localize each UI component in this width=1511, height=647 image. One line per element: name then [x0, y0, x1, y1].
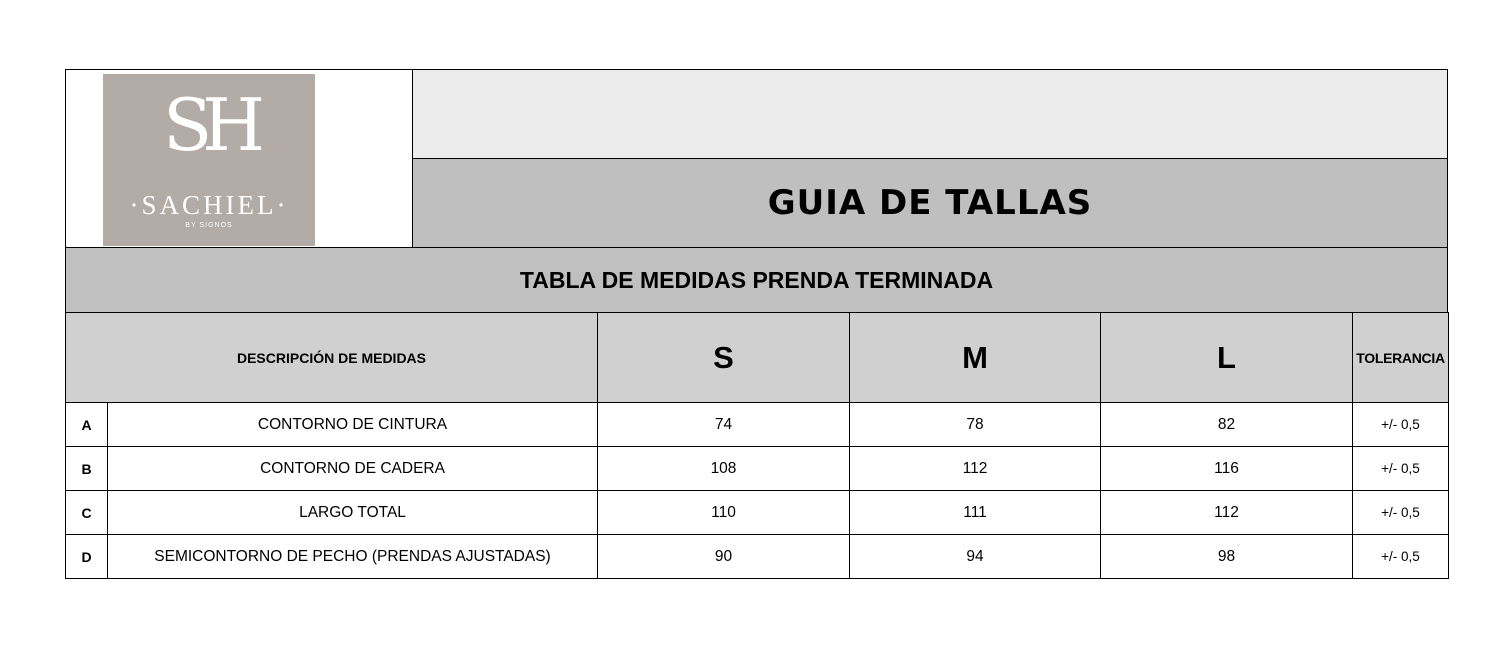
- row-tolerance: +/- 0,5: [1353, 447, 1449, 491]
- header-size-s: S: [598, 313, 850, 403]
- title-cell: [412, 158, 1448, 248]
- header-description: DESCRIPCIÓN DE MEDIDAS: [66, 313, 598, 403]
- value-m: 78: [850, 403, 1101, 447]
- value-m: 94: [850, 535, 1101, 579]
- measurements-table: [65, 312, 1449, 579]
- table-header-row: [66, 313, 1449, 403]
- row-tolerance: +/- 0,5: [1353, 535, 1449, 579]
- value-s: 108: [598, 447, 850, 491]
- header-tolerance: TOLERANCIA: [1353, 313, 1449, 403]
- header-size-m: M: [850, 313, 1101, 403]
- row-code: D: [66, 535, 108, 579]
- row-code: B: [66, 447, 108, 491]
- value-l: 116: [1101, 447, 1353, 491]
- page-title: GUIA DE TALLAS: [767, 183, 1093, 223]
- value-s: 110: [598, 491, 850, 535]
- row-description: CONTORNO DE CADERA: [108, 447, 598, 491]
- value-l: 98: [1101, 535, 1353, 579]
- value-l: 82: [1101, 403, 1353, 447]
- header-blank-cell: [412, 69, 1448, 159]
- brand-subtitle: BY SIGNOS: [185, 222, 233, 229]
- row-description: SEMICONTORNO DE PECHO (PRENDAS AJUSTADAS): [108, 535, 598, 579]
- table-row: [66, 447, 1449, 491]
- brand-name: ·SACHIEL·: [129, 190, 289, 220]
- value-s: 74: [598, 403, 850, 447]
- size-guide-sheet: [65, 69, 1448, 579]
- value-m: 112: [850, 447, 1101, 491]
- logo-cell: [65, 69, 413, 248]
- header-size-l: L: [1101, 313, 1353, 403]
- table-subtitle: TABLA DE MEDIDAS PRENDA TERMINADA: [519, 266, 994, 293]
- row-code: C: [66, 491, 108, 535]
- row-description: LARGO TOTAL: [108, 491, 598, 535]
- row-code: A: [66, 403, 108, 447]
- table-row: [66, 403, 1449, 447]
- table-row: [66, 535, 1449, 579]
- brand-monogram: [103, 88, 315, 164]
- value-l: 112: [1101, 491, 1353, 535]
- brand-monogram-text: SH: [162, 88, 256, 164]
- monogram-graphic: [144, 88, 274, 164]
- row-tolerance: +/- 0,5: [1353, 403, 1449, 447]
- row-description: CONTORNO DE CINTURA: [108, 403, 598, 447]
- value-s: 90: [598, 535, 850, 579]
- row-tolerance: +/- 0,5: [1353, 491, 1449, 535]
- subtitle-cell: [65, 247, 1448, 313]
- value-m: 111: [850, 491, 1101, 535]
- table-row: [66, 491, 1449, 535]
- brand-logo: [103, 74, 315, 246]
